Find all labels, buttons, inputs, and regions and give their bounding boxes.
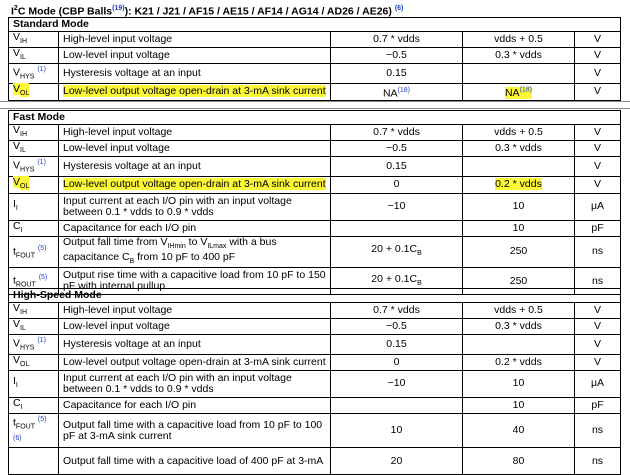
title-prefix: I <box>11 5 14 18</box>
max-value <box>463 48 575 64</box>
symbol-subscript: IH <box>20 38 28 46</box>
description-text: Hysteresis voltage at an input <box>63 66 201 79</box>
unit-cell: ns <box>575 413 621 447</box>
table-row <box>9 64 621 84</box>
min-value <box>331 125 463 141</box>
symbol-cell <box>9 236 59 267</box>
description-text: Low-level output voltage open-drain at 3-mA sink current <box>63 178 326 191</box>
description-text: Low-level output voltage open-drain at 3-mA sink current <box>63 355 326 368</box>
symbol-cell <box>9 48 59 64</box>
section-title: Standard Mode <box>9 18 621 32</box>
description-text: Hysteresis voltage at an input <box>63 337 201 350</box>
fast-section-header <box>9 111 621 125</box>
max-value <box>463 413 575 447</box>
max-value <box>463 176 575 193</box>
symbol: V <box>13 318 21 331</box>
section-title: Fast Mode <box>9 111 621 125</box>
min-text: 0.7 * vdds <box>373 304 420 317</box>
min-text: 0 <box>393 178 400 191</box>
max-value <box>463 32 575 48</box>
unit-cell: V <box>575 64 621 84</box>
parameter-description <box>59 141 331 157</box>
title-sup: 2 <box>13 5 18 12</box>
parameter-description <box>59 236 331 267</box>
max-text: 10 <box>512 200 525 213</box>
min-value <box>331 32 463 48</box>
symbol: V <box>13 353 21 366</box>
symbol-subscript: OL <box>20 183 30 191</box>
highspeed-section-header <box>9 289 621 303</box>
unit-cell: ns <box>575 236 621 267</box>
description-text: Output fall time with a capacitive load of 400 pF at 3-mA <box>63 454 324 467</box>
footnote-ref[interactable]: (5) <box>37 244 47 252</box>
min-text: NA <box>382 87 398 100</box>
min-subscript: B <box>417 250 422 258</box>
table-row <box>9 125 621 141</box>
unit-cell: ns <box>575 268 621 295</box>
unit-cell: V <box>575 354 621 370</box>
description-text: Capacitance for each I/O pin <box>63 398 197 411</box>
symbol-highlight <box>13 176 30 191</box>
parameter-description <box>59 335 331 355</box>
max-text: vdds + 0.5 <box>494 126 543 139</box>
symbol-subscript: HYS <box>20 344 35 352</box>
min-value <box>331 141 463 157</box>
max-text: vdds + 0.5 <box>494 33 543 46</box>
description-part: to V <box>185 235 208 248</box>
min-text: 0.7 * vdds <box>373 33 420 46</box>
description-part: with a bus capacitance C <box>63 235 277 263</box>
table-row <box>9 48 621 64</box>
symbol: V <box>13 47 21 60</box>
symbol-subscript: OL <box>20 90 30 98</box>
parameter-description <box>59 448 331 475</box>
min-text: 0.15 <box>386 337 407 350</box>
footnote-ref[interactable]: (18) <box>519 86 533 94</box>
table-row <box>9 319 621 335</box>
symbol: C <box>13 219 21 232</box>
max-value <box>463 354 575 370</box>
table-row <box>9 303 621 319</box>
table-title <box>11 2 403 16</box>
parameter-description <box>59 319 331 335</box>
max-value <box>463 125 575 141</box>
description-text: Input current at each I/O pin with an input voltage between 0.1 * vdds to 0.9 * vdds <box>63 371 292 395</box>
parameter-description <box>59 193 331 220</box>
max-value <box>463 64 575 84</box>
min-value <box>331 397 463 413</box>
symbol-subscript: IL <box>20 325 26 333</box>
min-subscript: B <box>417 279 422 287</box>
symbol-highlight <box>13 83 30 98</box>
min-value <box>331 83 463 100</box>
high-speed-mode-table <box>8 288 621 475</box>
parameter-description <box>59 176 331 193</box>
symbol: V <box>13 176 21 189</box>
fast-mode-table <box>8 110 621 295</box>
min-value <box>331 319 463 335</box>
symbol-subscript: I <box>20 226 23 234</box>
max-value <box>463 157 575 177</box>
unit-cell: V <box>575 176 621 193</box>
footnote-ref[interactable]: (5) <box>38 273 48 281</box>
description-part: B <box>129 258 135 266</box>
min-value <box>331 335 463 355</box>
symbol-cell <box>9 303 59 319</box>
max-wrap <box>513 399 525 411</box>
min-text: 20 + 0.1C <box>371 272 418 285</box>
title-footnote-19[interactable]: (19) <box>112 5 125 12</box>
max-value <box>463 220 575 236</box>
description-text: Low-level input voltage <box>63 49 170 62</box>
title-footnote-6[interactable]: (6) <box>394 5 404 12</box>
unit-cell: V <box>575 83 621 100</box>
parameter-description <box>59 32 331 48</box>
symbol-cell <box>9 319 59 335</box>
max-text: 250 <box>509 274 528 287</box>
max-value <box>463 370 575 397</box>
parameter-description <box>59 354 331 370</box>
section-title: High-Speed Mode <box>9 289 621 303</box>
max-text: 10 <box>512 377 525 390</box>
description-text: Hysteresis voltage at an input <box>63 159 201 172</box>
symbol-cell <box>9 64 59 84</box>
max-value <box>463 236 575 267</box>
table-row <box>9 157 621 177</box>
symbol-cell <box>9 125 59 141</box>
symbol: V <box>13 124 21 136</box>
max-text: 10 <box>512 221 525 234</box>
min-text: −0.5 <box>386 49 407 62</box>
description-text: Output fall time with a capacitive load from 10 pF to 100 pF at 3-mA sink current <box>63 418 323 442</box>
symbol-subscript: ROUT <box>15 281 36 289</box>
footnote-ref[interactable]: (18) <box>397 86 411 94</box>
parameter-description <box>59 125 331 141</box>
max-value <box>463 335 575 355</box>
unit-cell: pF <box>575 397 621 413</box>
symbol-cell <box>9 397 59 413</box>
symbol-cell <box>9 335 59 355</box>
symbol-subscript: I <box>15 382 18 390</box>
table-row <box>9 193 621 220</box>
table-row <box>9 176 621 193</box>
parameter-description <box>59 303 331 319</box>
parameter-description <box>59 48 331 64</box>
parameter-description <box>59 370 331 397</box>
max-value <box>463 319 575 335</box>
symbol: I <box>13 198 16 211</box>
min-text: 0.15 <box>386 159 407 172</box>
symbol-cell <box>9 176 59 193</box>
symbol-cell <box>9 354 59 370</box>
max-text: 0.3 * vdds <box>495 320 542 333</box>
min-value <box>331 157 463 177</box>
standard-mode-table <box>8 17 621 101</box>
symbol: t <box>13 416 16 429</box>
min-value <box>331 176 463 193</box>
parameter-description <box>59 413 331 447</box>
min-value <box>331 354 463 370</box>
unit-cell: ns <box>575 448 621 475</box>
table-row <box>9 220 621 236</box>
min-value <box>331 64 463 84</box>
min-text: 0.15 <box>386 66 407 79</box>
description-text: High-level input voltage <box>63 126 173 139</box>
min-value <box>331 448 463 475</box>
min-text: −10 <box>387 200 406 213</box>
min-value <box>331 236 463 267</box>
standard-section-header <box>9 18 621 32</box>
description-text: Capacitance for each I/O pin <box>63 221 197 234</box>
min-value <box>331 193 463 220</box>
table-row <box>9 448 621 475</box>
table-row <box>9 335 621 355</box>
symbol-subscript: IL <box>20 147 26 155</box>
max-text: 80 <box>512 454 525 467</box>
max-text: 0.2 * vdds <box>495 355 542 368</box>
min-text: −0.5 <box>386 142 407 155</box>
symbol-subscript: IL <box>20 54 26 62</box>
max-text: 0.3 * vdds <box>495 49 542 62</box>
symbol-cell <box>9 370 59 397</box>
symbol-subscript: OL <box>20 360 30 368</box>
symbol-subscript: IH <box>20 309 28 317</box>
table-row <box>9 354 621 370</box>
max-text: 0.2 * vdds <box>495 178 542 191</box>
table-row <box>9 83 621 100</box>
description-text: Low-level input voltage <box>63 142 170 155</box>
symbol-cell <box>9 193 59 220</box>
description-text: High-level input voltage <box>63 304 173 317</box>
symbol-cell <box>9 83 59 100</box>
min-value <box>331 303 463 319</box>
max-wrap <box>513 424 525 436</box>
unit-cell: V <box>575 335 621 355</box>
description-text: Output rise time with a capacitive load from 10 pF to 150 pF with internal pullup <box>63 269 326 293</box>
max-text: 250 <box>509 245 528 258</box>
symbol: V <box>13 83 21 96</box>
unit-cell: pF <box>575 220 621 236</box>
max-value <box>463 83 575 100</box>
symbol-cell <box>9 141 59 157</box>
max-wrap <box>513 222 525 234</box>
max-wrap <box>495 356 542 368</box>
min-text: 10 <box>390 424 403 437</box>
symbol-subscript: FOUT <box>15 252 35 260</box>
max-value <box>463 193 575 220</box>
description-text: High-level input voltage <box>63 33 173 46</box>
description-text: Low-level output voltage open-drain at 3-mA sink current <box>63 85 326 98</box>
max-value <box>463 397 575 413</box>
symbol-cell <box>9 413 59 447</box>
min-text: 0.7 * vdds <box>373 126 420 139</box>
symbol-cell <box>9 220 59 236</box>
table-row <box>9 370 621 397</box>
parameter-description <box>59 64 331 84</box>
title-text-balls: ): K21 / J21 / AF15 / AE15 / AF14 / AG14 / AD26 / AE26) <box>124 5 392 18</box>
table-row <box>9 413 621 447</box>
symbol-subscript: HYS <box>20 166 35 174</box>
unit-cell: V <box>575 319 621 335</box>
parameter-description <box>59 157 331 177</box>
min-text: −0.5 <box>386 320 407 333</box>
table-row <box>9 397 621 413</box>
symbol-subscript: IH <box>20 131 28 139</box>
description-part: from 10 pF to 400 pF <box>134 250 236 263</box>
min-text: 20 <box>390 454 403 467</box>
footnote-ref[interactable]: (1) <box>37 159 46 167</box>
symbol-subscript: I <box>20 403 23 411</box>
title-text: C Mode (CBP Balls <box>17 5 113 18</box>
footnote-ref[interactable]: (5)(6) <box>13 415 47 442</box>
parameter-description <box>59 83 331 100</box>
symbol-cell <box>9 32 59 48</box>
unit-cell: V <box>575 125 621 141</box>
max-value <box>463 141 575 157</box>
unit-cell: V <box>575 48 621 64</box>
unit-cell: V <box>575 141 621 157</box>
max-wrap <box>494 304 543 316</box>
max-wrap <box>495 142 542 154</box>
max-wrap <box>494 33 543 45</box>
max-value <box>463 448 575 475</box>
symbol: I <box>13 375 16 388</box>
min-value <box>331 370 463 397</box>
symbol: V <box>13 159 21 172</box>
max-text: 0.3 * vdds <box>495 142 542 155</box>
parameter-description <box>59 397 331 413</box>
min-value <box>331 413 463 447</box>
description-text: Low-level input voltage <box>63 320 170 333</box>
symbol: V <box>13 337 21 350</box>
symbol: t <box>13 274 16 287</box>
unit-cell: μA <box>575 193 621 220</box>
min-value <box>331 48 463 64</box>
max-wrap <box>495 178 542 190</box>
parameter-description <box>59 220 331 236</box>
symbol: t <box>13 245 16 258</box>
symbol-subscript: HYS <box>20 73 35 81</box>
max-text: 10 <box>512 398 525 411</box>
symbol-cell <box>9 157 59 177</box>
unit-cell: V <box>575 303 621 319</box>
min-text: −10 <box>387 377 406 390</box>
max-text: NA <box>504 87 520 100</box>
symbol: V <box>13 140 21 153</box>
max-wrap <box>513 377 525 389</box>
description-part: ILmax <box>207 242 227 250</box>
min-text: 0 <box>393 355 400 368</box>
unit-cell: V <box>575 157 621 177</box>
max-wrap <box>510 275 528 287</box>
symbol: V <box>13 66 21 79</box>
max-wrap <box>495 49 542 61</box>
table-row <box>9 236 621 267</box>
description-text: Input current at each I/O pin with an input voltage between 0.1 * vdds to 0.9 * vdds <box>63 194 292 218</box>
symbol: C <box>13 396 21 409</box>
max-wrap <box>513 200 525 212</box>
symbol-cell <box>9 448 59 475</box>
description-part: Output fall time from V <box>63 235 168 248</box>
symbol-subscript: I <box>15 205 18 213</box>
unit-cell: μA <box>575 370 621 397</box>
max-wrap <box>505 87 532 99</box>
max-text: 40 <box>512 424 525 437</box>
max-wrap <box>513 455 525 467</box>
symbol: V <box>13 31 21 43</box>
symbol: V <box>13 302 21 314</box>
unit-cell: V <box>575 32 621 48</box>
footnote-ref[interactable]: (1) <box>37 337 46 345</box>
max-value <box>463 303 575 319</box>
max-wrap <box>494 126 543 138</box>
table-row <box>9 141 621 157</box>
footnote-ref[interactable]: (1) <box>37 66 46 74</box>
max-wrap <box>510 245 528 257</box>
max-wrap <box>495 320 542 332</box>
min-text: 20 + 0.1C <box>371 243 418 256</box>
table-row <box>9 32 621 48</box>
description-part: IHmin <box>167 242 186 250</box>
min-value <box>331 220 463 236</box>
page-break-divider <box>0 101 630 109</box>
symbol-subscript: FOUT <box>15 423 35 431</box>
max-text: vdds + 0.5 <box>494 304 543 317</box>
